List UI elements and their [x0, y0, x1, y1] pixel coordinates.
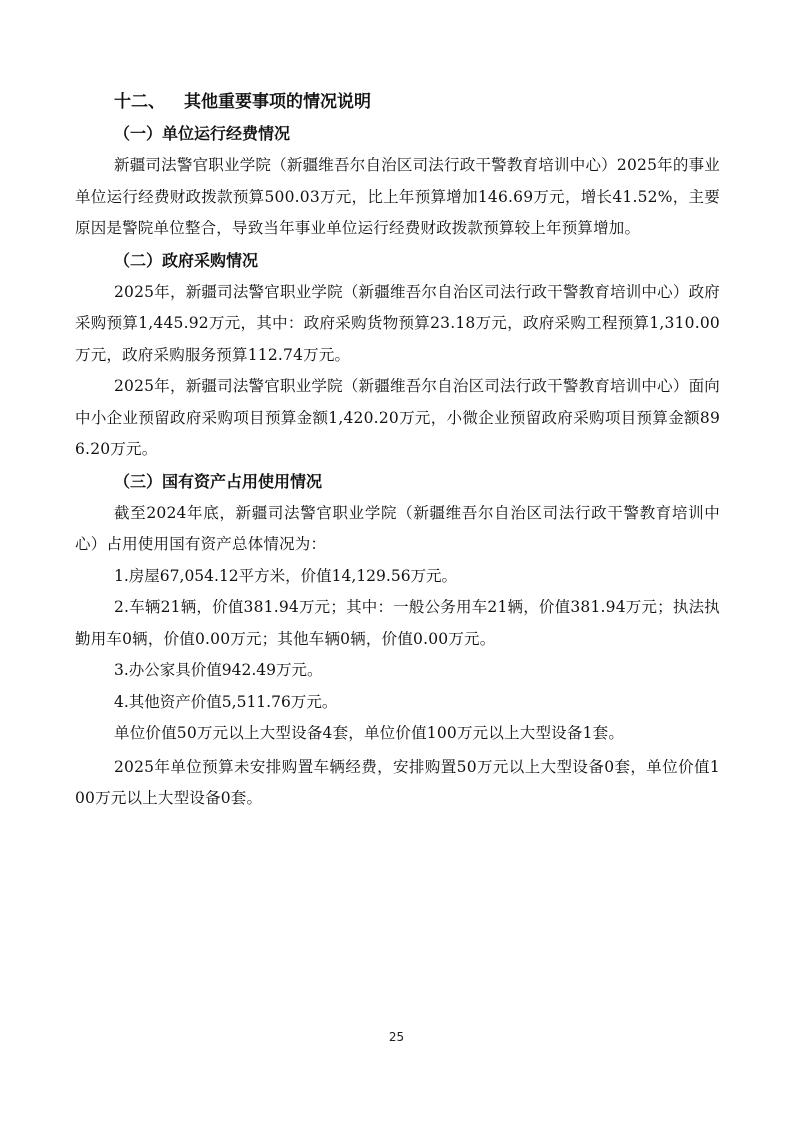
paragraph-large-equipment: 单位价值50万元以上大型设备4套，单位价值100万元以上大型设备1套。 [114, 724, 625, 742]
list-item-vehicles: 2.车辆21辆，价值381.94万元；其中：一般公务用车21辆，价值381.94万元；执法执勤用车0辆，价值0.00万元；其他车辆0辆，价值0.00万元。 [75, 598, 720, 648]
subsection-title-state-assets: （三）国有资产占用使用情况 [114, 471, 323, 491]
page-content [75, 86, 720, 815]
subsection-title-procurement: （二）政府采购情况 [114, 250, 259, 270]
paragraph-assets-intro: 截至2024年底，新疆司法警官职业学院（新疆维吾尔自治区司法行政干警教育培训中心）占用使用国有资产总体情况为： [75, 503, 720, 553]
section-heading [75, 86, 720, 118]
paragraph-procurement-budget: 2025年，新疆司法警官职业学院（新疆维吾尔自治区司法行政干警教育培训中心）政府采购预算1,445.92万元，其中：政府采购货物预算23.18万元，政府采购工程预算1,310.00万元，政府采购服务预算112.74万元。 [75, 282, 720, 364]
paragraph-purchase-plan: 2025年单位预算未安排购置车辆经费，安排购置50万元以上大型设备0套，单位价值100万元以上大型设备0套。 [75, 757, 720, 807]
paragraph-operating-expenses: 新疆司法警官职业学院（新疆维吾尔自治区司法行政干警教育培训中心）2025年的事业单位运行经费财政拨款预算500.03万元，比上年预算增加146.69万元，增长41.52%，主要原因是警院单位整合，导致当年事业单位运行经费财政拨款预算较上年预算增加。 [75, 156, 720, 237]
section-number: 十二、 [114, 92, 165, 112]
list-item-housing: 1.房屋67,054.12平方米，价值14,129.56万元。 [114, 566, 458, 585]
list-item-other-assets: 4.其他资产价值5,511.76万元。 [114, 692, 338, 711]
page-number: 25 [388, 1030, 405, 1044]
subsection-title-operating-expenses: （一）单位运行经费情况 [114, 124, 291, 143]
section-title: 其他重要事项的情况说明 [184, 92, 371, 112]
list-item-furniture: 3.办公家具价值942.49万元。 [114, 661, 323, 679]
paragraph-procurement-sme: 2025年，新疆司法警官职业学院（新疆维吾尔自治区司法行政干警教育培训中心）面向中小企业预留政府采购项目预算金额1,420.20万元，小微企业预留政府采购项目预算金额896.20万元。 [75, 377, 720, 458]
